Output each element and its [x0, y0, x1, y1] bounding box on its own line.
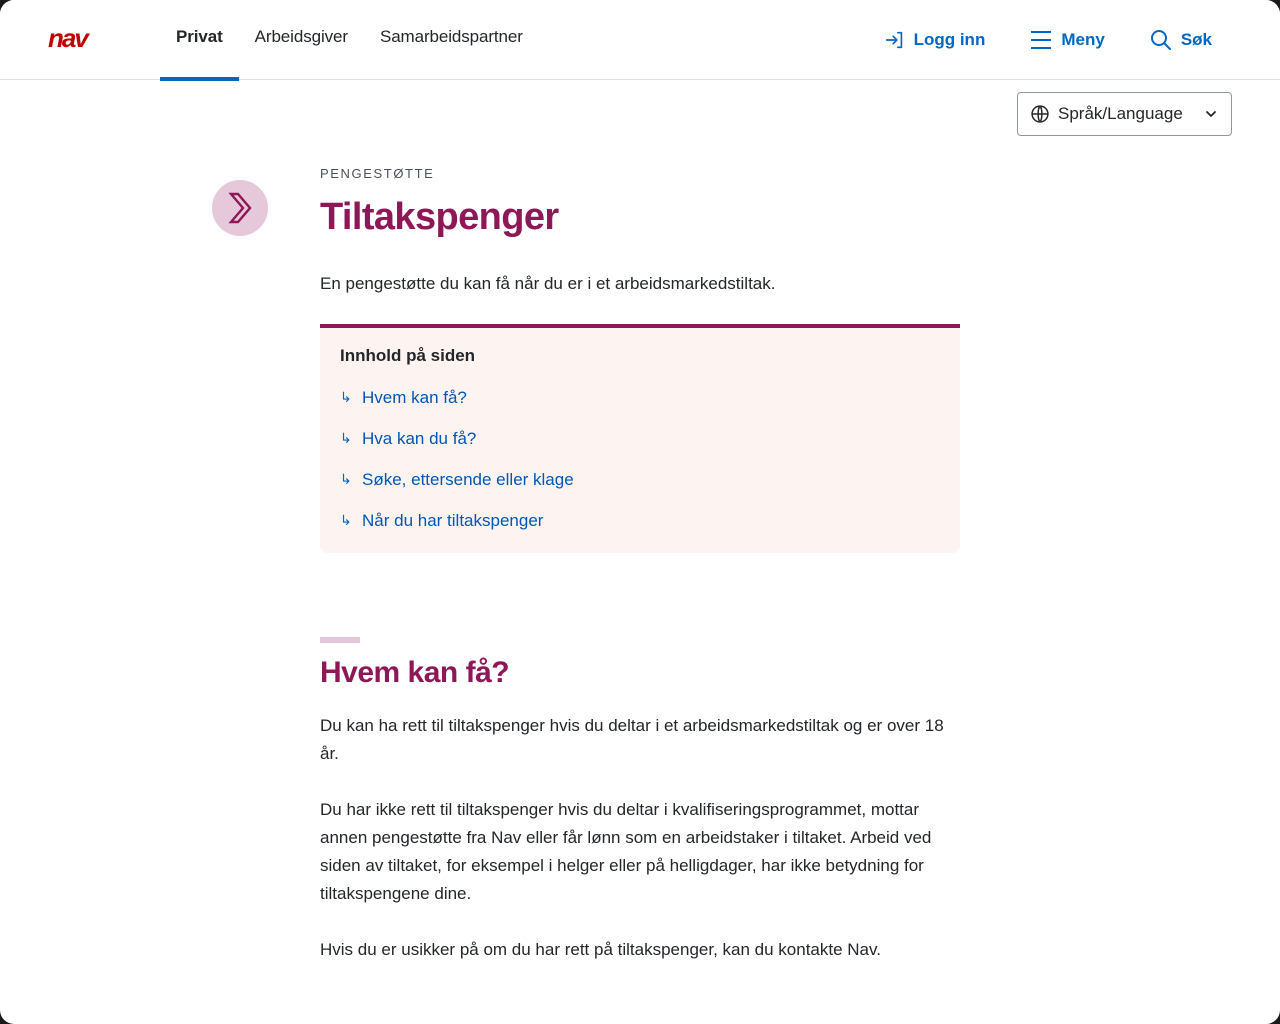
toc-link-label: Hvem kan få? — [362, 387, 467, 407]
toc-link-soke-ettersende-klage[interactable] — [340, 459, 940, 500]
page-title: Tiltakspenger — [320, 196, 559, 238]
toc-link-label: Søke, ettersende eller klage — [362, 469, 574, 489]
toc-link-nar-du-har-tiltakspenger[interactable] — [340, 500, 940, 541]
tab-arbeidsgiver[interactable]: Arbeidsgiver — [254, 27, 348, 46]
svg-text:nav: nav — [48, 27, 87, 51]
toc-link-label: Hva kan du få? — [362, 428, 477, 448]
chevron-down-icon — [1203, 106, 1219, 122]
search-icon — [1149, 28, 1173, 52]
site-header — [0, 0, 1280, 80]
menu-label: Meny — [1061, 30, 1105, 49]
arrow-return-right-icon: ↳ — [340, 471, 352, 487]
search-label: Søk — [1180, 30, 1212, 49]
arrow-return-right-icon: ↳ — [340, 389, 352, 405]
language-selector[interactable] — [1017, 92, 1232, 136]
globe-icon — [1030, 104, 1050, 124]
menu-button[interactable] — [1029, 29, 1104, 51]
login-icon — [884, 29, 906, 51]
arrow-return-right-icon: ↳ — [340, 512, 352, 528]
header-actions — [884, 0, 1212, 80]
page-category: PENGESTØTTE — [320, 166, 435, 181]
page-ingress: En pengestøtte du kan få når du er i et arbeidsmarkedstiltak. — [320, 274, 776, 293]
section-heading: Hvem kan få? — [320, 656, 510, 689]
toc-link-hvem-kan-fa[interactable] — [340, 377, 940, 418]
section-paragraph: Hvis du er usikker på om du har rett på tiltakspenger, kan du kontakte Nav. — [320, 940, 881, 959]
arrow-return-right-icon: ↳ — [340, 430, 352, 446]
toc-link-hva-kan-du-fa[interactable] — [340, 418, 940, 459]
language-label: Språk/Language — [1058, 104, 1183, 123]
tab-samarbeidspartner[interactable]: Samarbeidspartner — [379, 27, 523, 46]
search-button[interactable] — [1149, 28, 1212, 52]
tab-privat[interactable]: Privat — [160, 0, 239, 80]
login-button[interactable] — [884, 29, 986, 51]
section-divider — [320, 637, 360, 643]
toc-link-label: Når du har tiltakspenger — [362, 510, 544, 530]
section-paragraph: Du kan ha rett til tiltakspenger hvis du deltar i et arbeidsmarkedstiltak og er over 18 år. — [320, 716, 944, 763]
table-of-contents — [320, 324, 960, 553]
nav-logo[interactable] — [48, 27, 112, 51]
chevron-right-icon — [225, 191, 255, 225]
toc-title: Innhold på siden — [340, 346, 476, 365]
hamburger-menu-icon — [1029, 29, 1053, 51]
section-paragraph: Du har ikke rett til tiltakspenger hvis du deltar i kvalifiseringsprogrammet, mottar annen pengestøtte fra Nav eller får lønn som en arbeidstaker i tiltaket. Arbeid ved siden av tiltaket, for eksempel i helger eller på helligdager, har ikke betydning for tiltakspengene dine. — [320, 800, 932, 903]
audience-tabs — [160, 0, 539, 80]
page-category-illustration — [212, 180, 268, 236]
login-label: Logg inn — [913, 30, 986, 49]
